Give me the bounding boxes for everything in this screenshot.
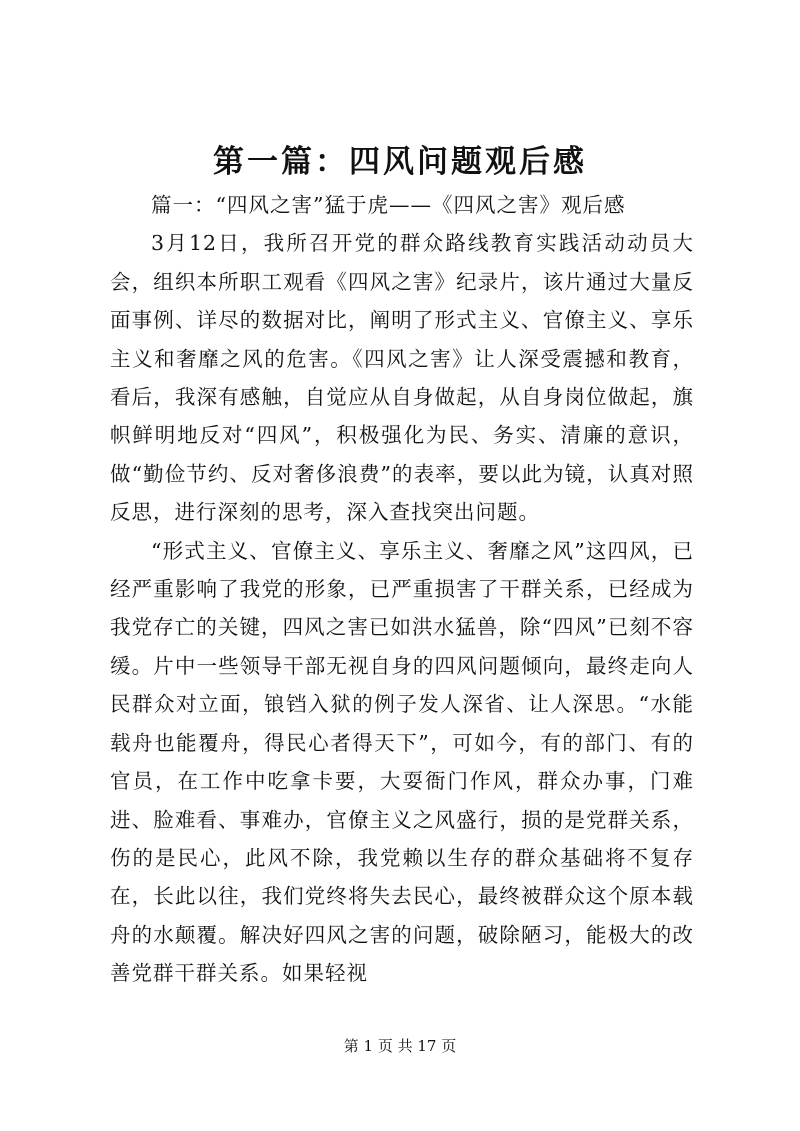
paragraph-2: “形式主义、官僚主义、享乐主义、奢靡之风”这四风，已经严重影响了我党的形象，已严重损害了干群关系，已经成为我党存亡的关键，四风之害已如洪水猛兽，除“四风”已刻不容缓。片中一些领导干部无视自身的四风问题倾向，最终走向人民群众对立面，锒铛入狱的例子发人深省、让人深思。“水能载舟也能覆舟，得民心者得天下”，可如今，有的部门、有的官员，在工作中吃拿卡要，大耍衙门作风，群众办事，门难进、脸难看、事难办，官僚主义之风盛行，损的是党群关系，伤的是民心，此风不除，我党赖以生存的群众基础将不复存在，长此以往，我们党终将失去民心，最终被群众这个原本载舟的水颠覆。解决好四风之害的问题，破除陋习，能极大的改善党群干群关系。如果轻视 <box>110 538 694 986</box>
page-footer: 第 1 页 共 17 页 <box>343 1037 457 1055</box>
subtitle: 篇一：“四风之害”猛于虎——《四风之害》观后感 <box>151 193 626 217</box>
document-title: 第一篇：四风问题观后感 <box>213 144 587 180</box>
document-body <box>110 186 694 993</box>
paragraph-1: 3月12日，我所召开党的群众路线教育实践活动动员大会，组织本所职工观看《四风之害》纪录片，该片通过大量反面事例、详尽的数据对比，阐明了形式主义、官僚主义、享乐主义和奢靡之风的危害。《四风之害》让人深受震撼和教育，看后，我深有感触，自觉应从自身做起，从自身岗位做起，旗帜鲜明地反对“四风”，积极强化为民、务实、清廉的意识，做“勤俭节约、反对奢侈浪费”的表率，要以此为镜，认真对照反思，进行深刻的思考，深入查找突出问题。 <box>110 231 694 525</box>
